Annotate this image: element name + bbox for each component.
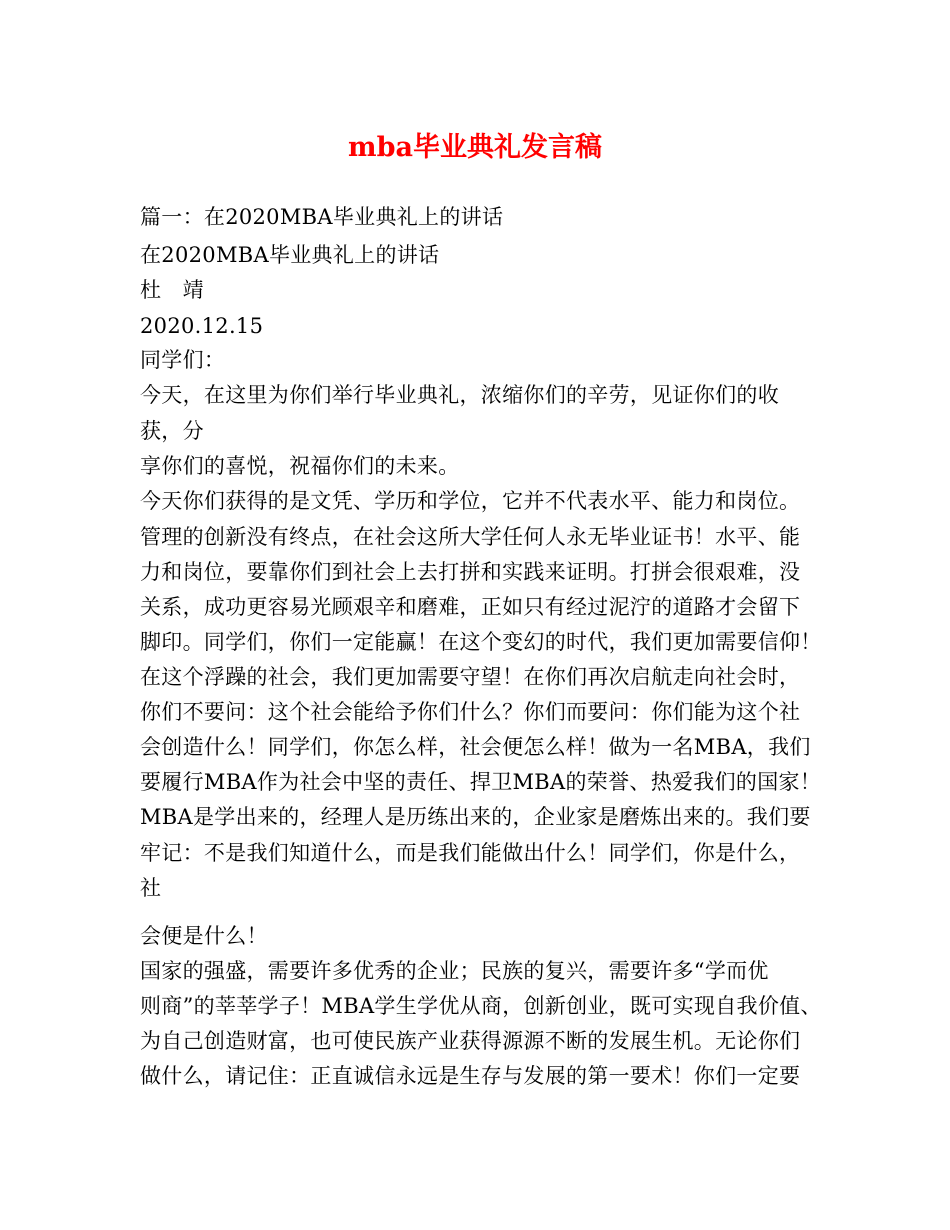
body-line: 做什么，请记住：正直诚信永远是生存与发展的第一要术！你们一定要 bbox=[140, 1064, 801, 1088]
body-line: 牢记：不是我们知道什么，而是我们能做出什么！同学们，你是什么， bbox=[140, 841, 801, 865]
document-title: mba毕业典礼发言稿 bbox=[348, 132, 602, 163]
body-line: 今天，在这里为你们举行毕业典礼，浓缩你们的辛劳，见证你们的收 bbox=[140, 383, 779, 407]
body-line: 管理的创新没有终点，在社会这所大学任何人永无毕业证书！水平、能 bbox=[140, 525, 801, 549]
body-line: 社 bbox=[140, 876, 162, 900]
body-line: MBA是学出来的，经理人是历练出来的，企业家是磨炼出来的。我们要 bbox=[140, 805, 811, 829]
body-line: 会创造什么！同学们，你怎么样，社会便怎么样！做为一名MBA，我们 bbox=[140, 735, 811, 759]
body-line: 则商”的莘莘学子！MBA学生学优从商，创新创业，既可实现自我价值、 bbox=[140, 994, 822, 1018]
body-line: 篇一：在2020MBA毕业典礼上的讲话 bbox=[140, 205, 504, 229]
body-line: 你们不要问：这个社会能给予你们什么？你们而要问：你们能为这个社 bbox=[140, 700, 801, 724]
body-line: 在这个浮躁的社会，我们更加需要守望！在你们再次启航走向社会时， bbox=[140, 665, 801, 689]
body-line: 为自己创造财富，也可使民族产业获得源源不断的发展生机。无论你们 bbox=[140, 1029, 801, 1053]
body-line: 获，分 bbox=[140, 419, 204, 443]
body-line: 要履行MBA作为社会中坚的责任、捍卫MBA的荣誉、热爱我们的国家！ bbox=[140, 770, 822, 794]
body-line: 今天你们获得的是文凭、学历和学位，它并不代表水平、能力和岗位。 bbox=[140, 489, 801, 513]
body-line: 国家的强盛，需要许多优秀的企业；民族的复兴，需要许多“学而优 bbox=[140, 959, 769, 983]
body-line: 享你们的喜悦，祝福你们的未来。 bbox=[140, 454, 460, 478]
body-line: 关系，成功更容易光顾艰辛和磨难，正如只有经过泥泞的道路才会留下 bbox=[140, 595, 801, 619]
body-line: 杜 靖 bbox=[140, 278, 204, 302]
body-line: 在2020MBA毕业典礼上的讲话 bbox=[140, 243, 440, 267]
body-line: 同学们： bbox=[140, 348, 226, 372]
body-line: 脚印。同学们，你们一定能赢！在这个变幻的时代，我们更加需要信仰！ bbox=[140, 630, 822, 654]
body-line: 力和岗位，要靠你们到社会上去打拼和实践来证明。打拼会很艰难，没 bbox=[140, 560, 801, 584]
body-line: 2020.12.15 bbox=[140, 314, 264, 338]
body-line: 会便是什么！ bbox=[140, 924, 268, 948]
